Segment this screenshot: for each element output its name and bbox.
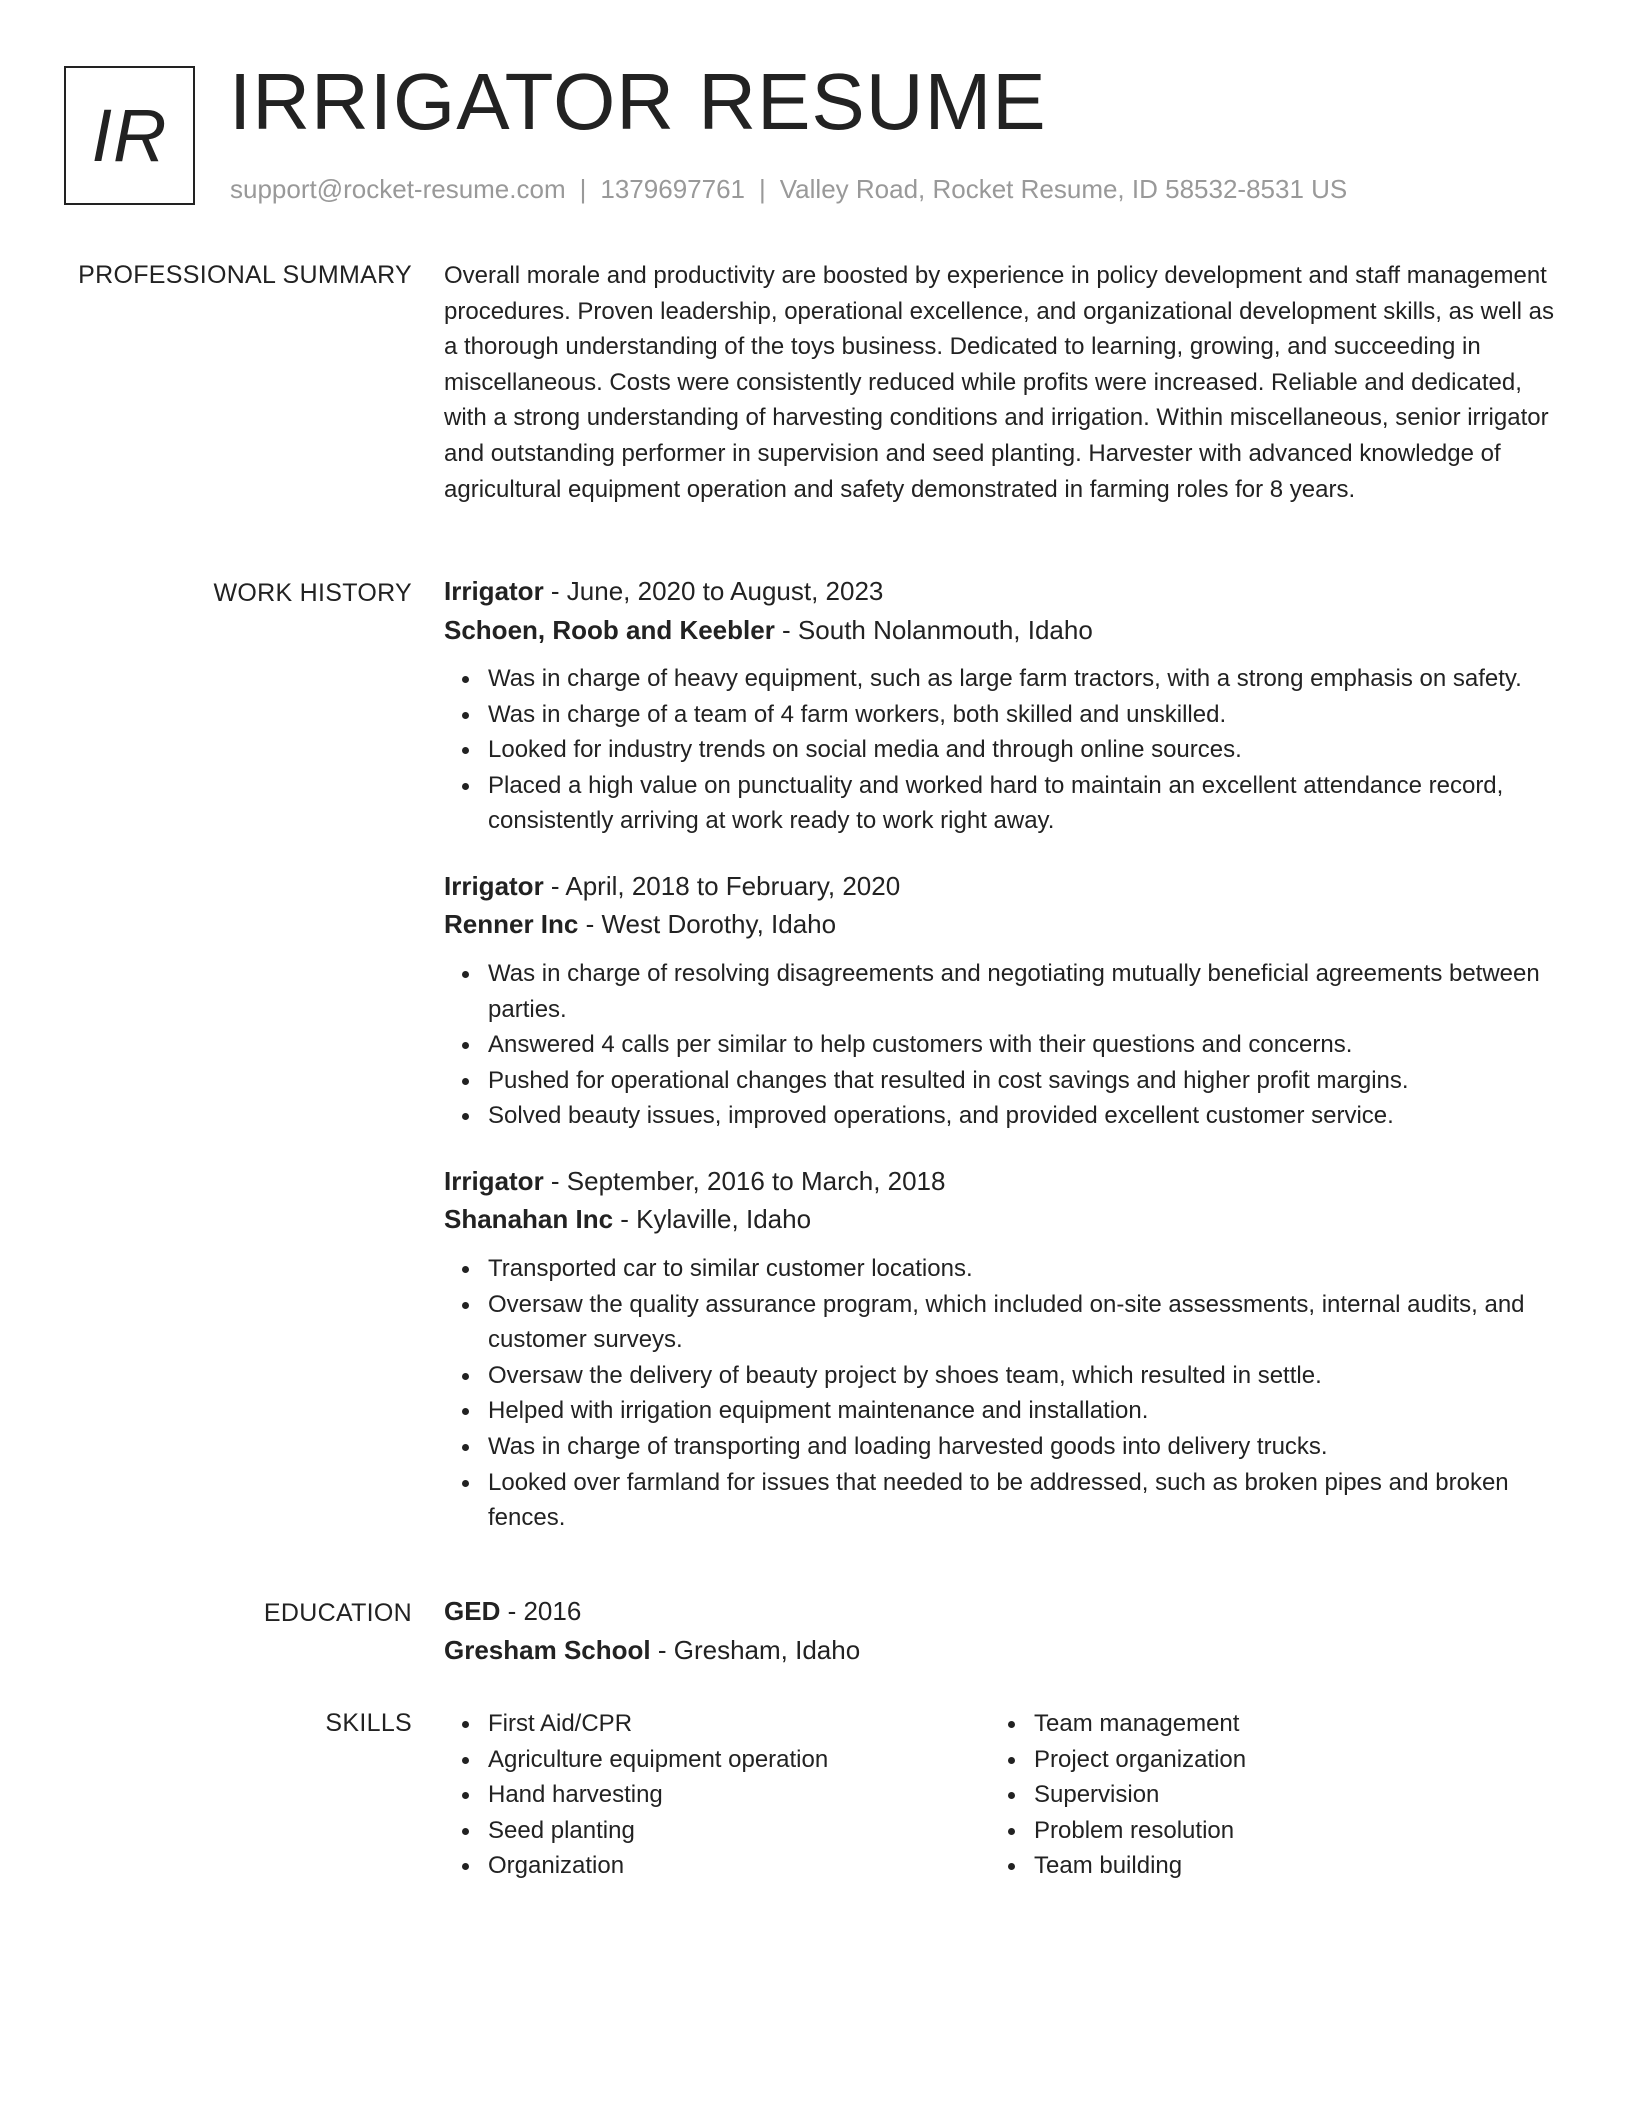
section-label-work-history: WORK HISTORY bbox=[213, 579, 412, 607]
job-entry bbox=[444, 1162, 1556, 1536]
education-school-line bbox=[444, 1631, 1556, 1670]
skills-columns bbox=[444, 1706, 1556, 1884]
skill-item: Supervision bbox=[1034, 1777, 1536, 1813]
job-company: Schoen, Roob and Keebler bbox=[444, 614, 775, 645]
list-item: Helped with irrigation equipment maintenance and installation. bbox=[488, 1393, 1556, 1429]
list-item: Was in charge of heavy equipment, such as large farm tractors, with a strong emphasis on safety. bbox=[488, 661, 1556, 697]
skills-body bbox=[444, 1706, 1556, 1884]
list-item: Was in charge of a team of 4 farm workers, both skilled and unskilled. bbox=[488, 697, 1556, 733]
education-location: - Gresham, Idaho bbox=[650, 1634, 861, 1665]
job-entry bbox=[444, 572, 1556, 839]
education-degree: GED bbox=[444, 1596, 501, 1626]
list-item: Answered 4 calls per similar to help customers with their questions and concerns. bbox=[488, 1027, 1556, 1063]
skills-column-2 bbox=[990, 1706, 1536, 1884]
skill-item: First Aid/CPR bbox=[488, 1706, 990, 1742]
contact-address: Valley Road, Rocket Resume, ID 58532-8531 US bbox=[779, 174, 1348, 204]
skill-item: Team building bbox=[1034, 1848, 1536, 1884]
skill-item: Project organization bbox=[1034, 1742, 1536, 1778]
skills-list bbox=[444, 1706, 990, 1884]
list-item: Solved beauty issues, improved operations, and provided excellent customer service. bbox=[488, 1098, 1556, 1134]
job-bullets bbox=[444, 956, 1556, 1134]
job-dates: - September, 2016 to March, 2018 bbox=[543, 1165, 946, 1196]
list-item: Oversaw the quality assurance program, which included on-site assessments, internal audits, and customer surveys. bbox=[488, 1287, 1556, 1358]
job-title-line bbox=[444, 1162, 1556, 1201]
skills-column-1 bbox=[444, 1706, 990, 1884]
job-title: Irrigator bbox=[444, 1165, 544, 1196]
education-body bbox=[444, 1592, 1556, 1669]
contact-phone: 1379697761 bbox=[600, 174, 745, 204]
list-item: Oversaw the delivery of beauty project by shoes team, which resulted in settle. bbox=[488, 1358, 1556, 1394]
skill-item: Hand harvesting bbox=[488, 1777, 990, 1813]
section-label-education: EDUCATION bbox=[263, 1599, 412, 1627]
job-company-line bbox=[444, 905, 1556, 944]
job-bullets bbox=[444, 1251, 1556, 1536]
job-entry bbox=[444, 867, 1556, 1134]
list-item: Placed a high value on punctuality and worked hard to maintain an excellent attendance record, consistently arriving at work ready to work right away. bbox=[488, 768, 1556, 839]
job-location: - West Dorothy, Idaho bbox=[578, 909, 837, 940]
job-location: - South Nolanmouth, Idaho bbox=[774, 614, 1093, 645]
education-year: - 2016 bbox=[500, 1596, 582, 1626]
job-bullets bbox=[444, 661, 1556, 839]
contact-line bbox=[230, 172, 1347, 206]
monogram-logo: IR bbox=[64, 66, 195, 205]
resume-title: IRRIGATOR RESUME bbox=[229, 57, 1047, 146]
education-degree-line bbox=[444, 1592, 1556, 1631]
list-item: Pushed for operational changes that resulted in cost savings and higher profit margins. bbox=[488, 1063, 1556, 1099]
education-school: Gresham School bbox=[444, 1634, 651, 1665]
skill-item: Problem resolution bbox=[1034, 1813, 1536, 1849]
job-location: - Kylaville, Idaho bbox=[613, 1204, 812, 1235]
job-company-line bbox=[444, 1200, 1556, 1239]
skill-item: Seed planting bbox=[488, 1813, 990, 1849]
list-item: Transported car to similar customer locations. bbox=[488, 1251, 1556, 1287]
job-title: Irrigator bbox=[444, 870, 544, 901]
job-company: Shanahan Inc bbox=[444, 1204, 614, 1235]
job-company-line bbox=[444, 611, 1556, 650]
section-label-summary: PROFESSIONAL SUMMARY bbox=[78, 261, 412, 289]
summary-body bbox=[444, 258, 1556, 507]
summary-text: Overall morale and productivity are boosted by experience in policy development and staff management procedures. Proven leadership, operational excellence, and organizational development skills, as well as a thorough understanding of the toys business. Dedicated to learning, growing, and succeeding in miscellaneous. Costs were consistently reduced while profits were increased. Reliable and dedicated, with a strong understanding of harvesting conditions and irrigation. Within miscellaneous, senior irrigator and outstanding performer in supervision and seed planting. Harvester with advanced knowledge of agricultural equipment operation and safety demonstrated in farming roles for 8 years. bbox=[444, 262, 1554, 503]
job-dates: - April, 2018 to February, 2020 bbox=[543, 870, 901, 901]
list-item: Looked over farmland for issues that needed to be addressed, such as broken pipes and broken fences. bbox=[488, 1465, 1556, 1536]
job-title-line bbox=[444, 572, 1556, 611]
work-history-body bbox=[444, 572, 1556, 1564]
skill-item: Organization bbox=[488, 1848, 990, 1884]
contact-separator: | bbox=[759, 174, 766, 204]
contact-email[interactable]: support@rocket-resume.com bbox=[230, 174, 566, 204]
list-item: Was in charge of resolving disagreements and negotiating mutually beneficial agreements between parties. bbox=[488, 956, 1556, 1027]
contact-separator: | bbox=[579, 174, 587, 204]
job-title: Irrigator bbox=[444, 576, 544, 606]
skill-item: Agriculture equipment operation bbox=[488, 1742, 990, 1778]
skill-item: Team management bbox=[1034, 1706, 1536, 1742]
section-label-skills: SKILLS bbox=[325, 1709, 412, 1737]
job-dates: - June, 2020 to August, 2023 bbox=[543, 576, 884, 606]
skills-list bbox=[990, 1706, 1536, 1884]
job-title-line bbox=[444, 867, 1556, 906]
list-item: Looked for industry trends on social media and through online sources. bbox=[488, 732, 1556, 768]
job-company: Renner Inc bbox=[444, 909, 579, 940]
list-item: Was in charge of transporting and loading harvested goods into delivery trucks. bbox=[488, 1429, 1556, 1465]
